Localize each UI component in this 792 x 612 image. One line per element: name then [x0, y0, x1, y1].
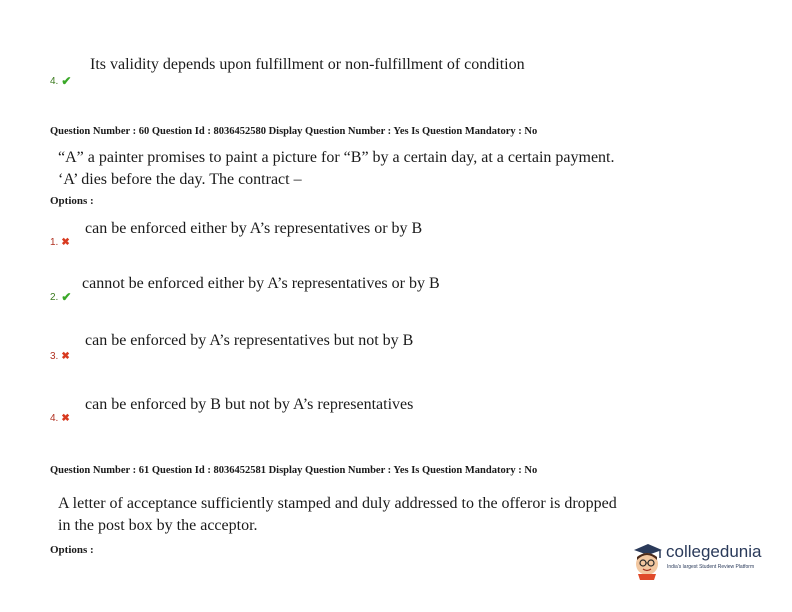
option-number-label: 3. — [50, 351, 59, 362]
option-text: cannot be enforced either by A’s representatives or by B — [82, 275, 440, 292]
logo-tagline: India's largest Student Review Platform — [667, 564, 755, 570]
options-label: Options : — [50, 195, 94, 207]
question-stem-line: A letter of acceptance sufficiently stamped and duly addressed to the offeror is dropped — [58, 495, 617, 512]
cross-icon: ✖ — [61, 237, 70, 248]
check-icon: ✔ — [61, 290, 72, 304]
option-number-label: 4. — [50, 413, 59, 424]
option-number-label: 2. — [50, 291, 59, 303]
cross-icon: ✖ — [61, 413, 70, 424]
option-number — [50, 290, 71, 304]
mascot-icon — [630, 540, 664, 580]
option-text: can be enforced either by A’s representatives or by B — [85, 220, 423, 237]
option-text: can be enforced by A’s representatives but not by B — [85, 332, 414, 349]
question-stem-line: ‘A’ dies before the day. The contract – — [58, 171, 302, 188]
question-stem-line: “A” a painter promises to paint a picture for “B” by a certain day, at a certain payment. — [58, 149, 615, 166]
options-label: Options : — [50, 544, 94, 556]
option-number — [50, 237, 70, 248]
option-number — [50, 413, 70, 424]
question-stem-line: in the post box by the acceptor. — [58, 517, 258, 534]
option-text: can be enforced by B but not by A’s representatives — [85, 396, 414, 413]
option-number — [50, 74, 71, 88]
cross-icon: ✖ — [61, 351, 70, 362]
option-number — [50, 351, 70, 362]
question-meta: Question Number : 60 Question Id : 8036452580 Display Question Number : Yes Is Question Mandatory : No — [50, 126, 538, 137]
collegedunia-logo — [630, 540, 780, 582]
option-text: Its validity depends upon fulfillment or non-fulfillment of condition — [90, 56, 525, 73]
option-number-label: 1. — [50, 237, 59, 248]
logo-wordmark: collegedunia — [666, 542, 762, 561]
question-meta: Question Number : 61 Question Id : 8036452581 Display Question Number : Yes Is Question Mandatory : No — [50, 465, 538, 476]
check-icon: ✔ — [61, 74, 72, 88]
option-number-label: 4. — [50, 75, 59, 87]
